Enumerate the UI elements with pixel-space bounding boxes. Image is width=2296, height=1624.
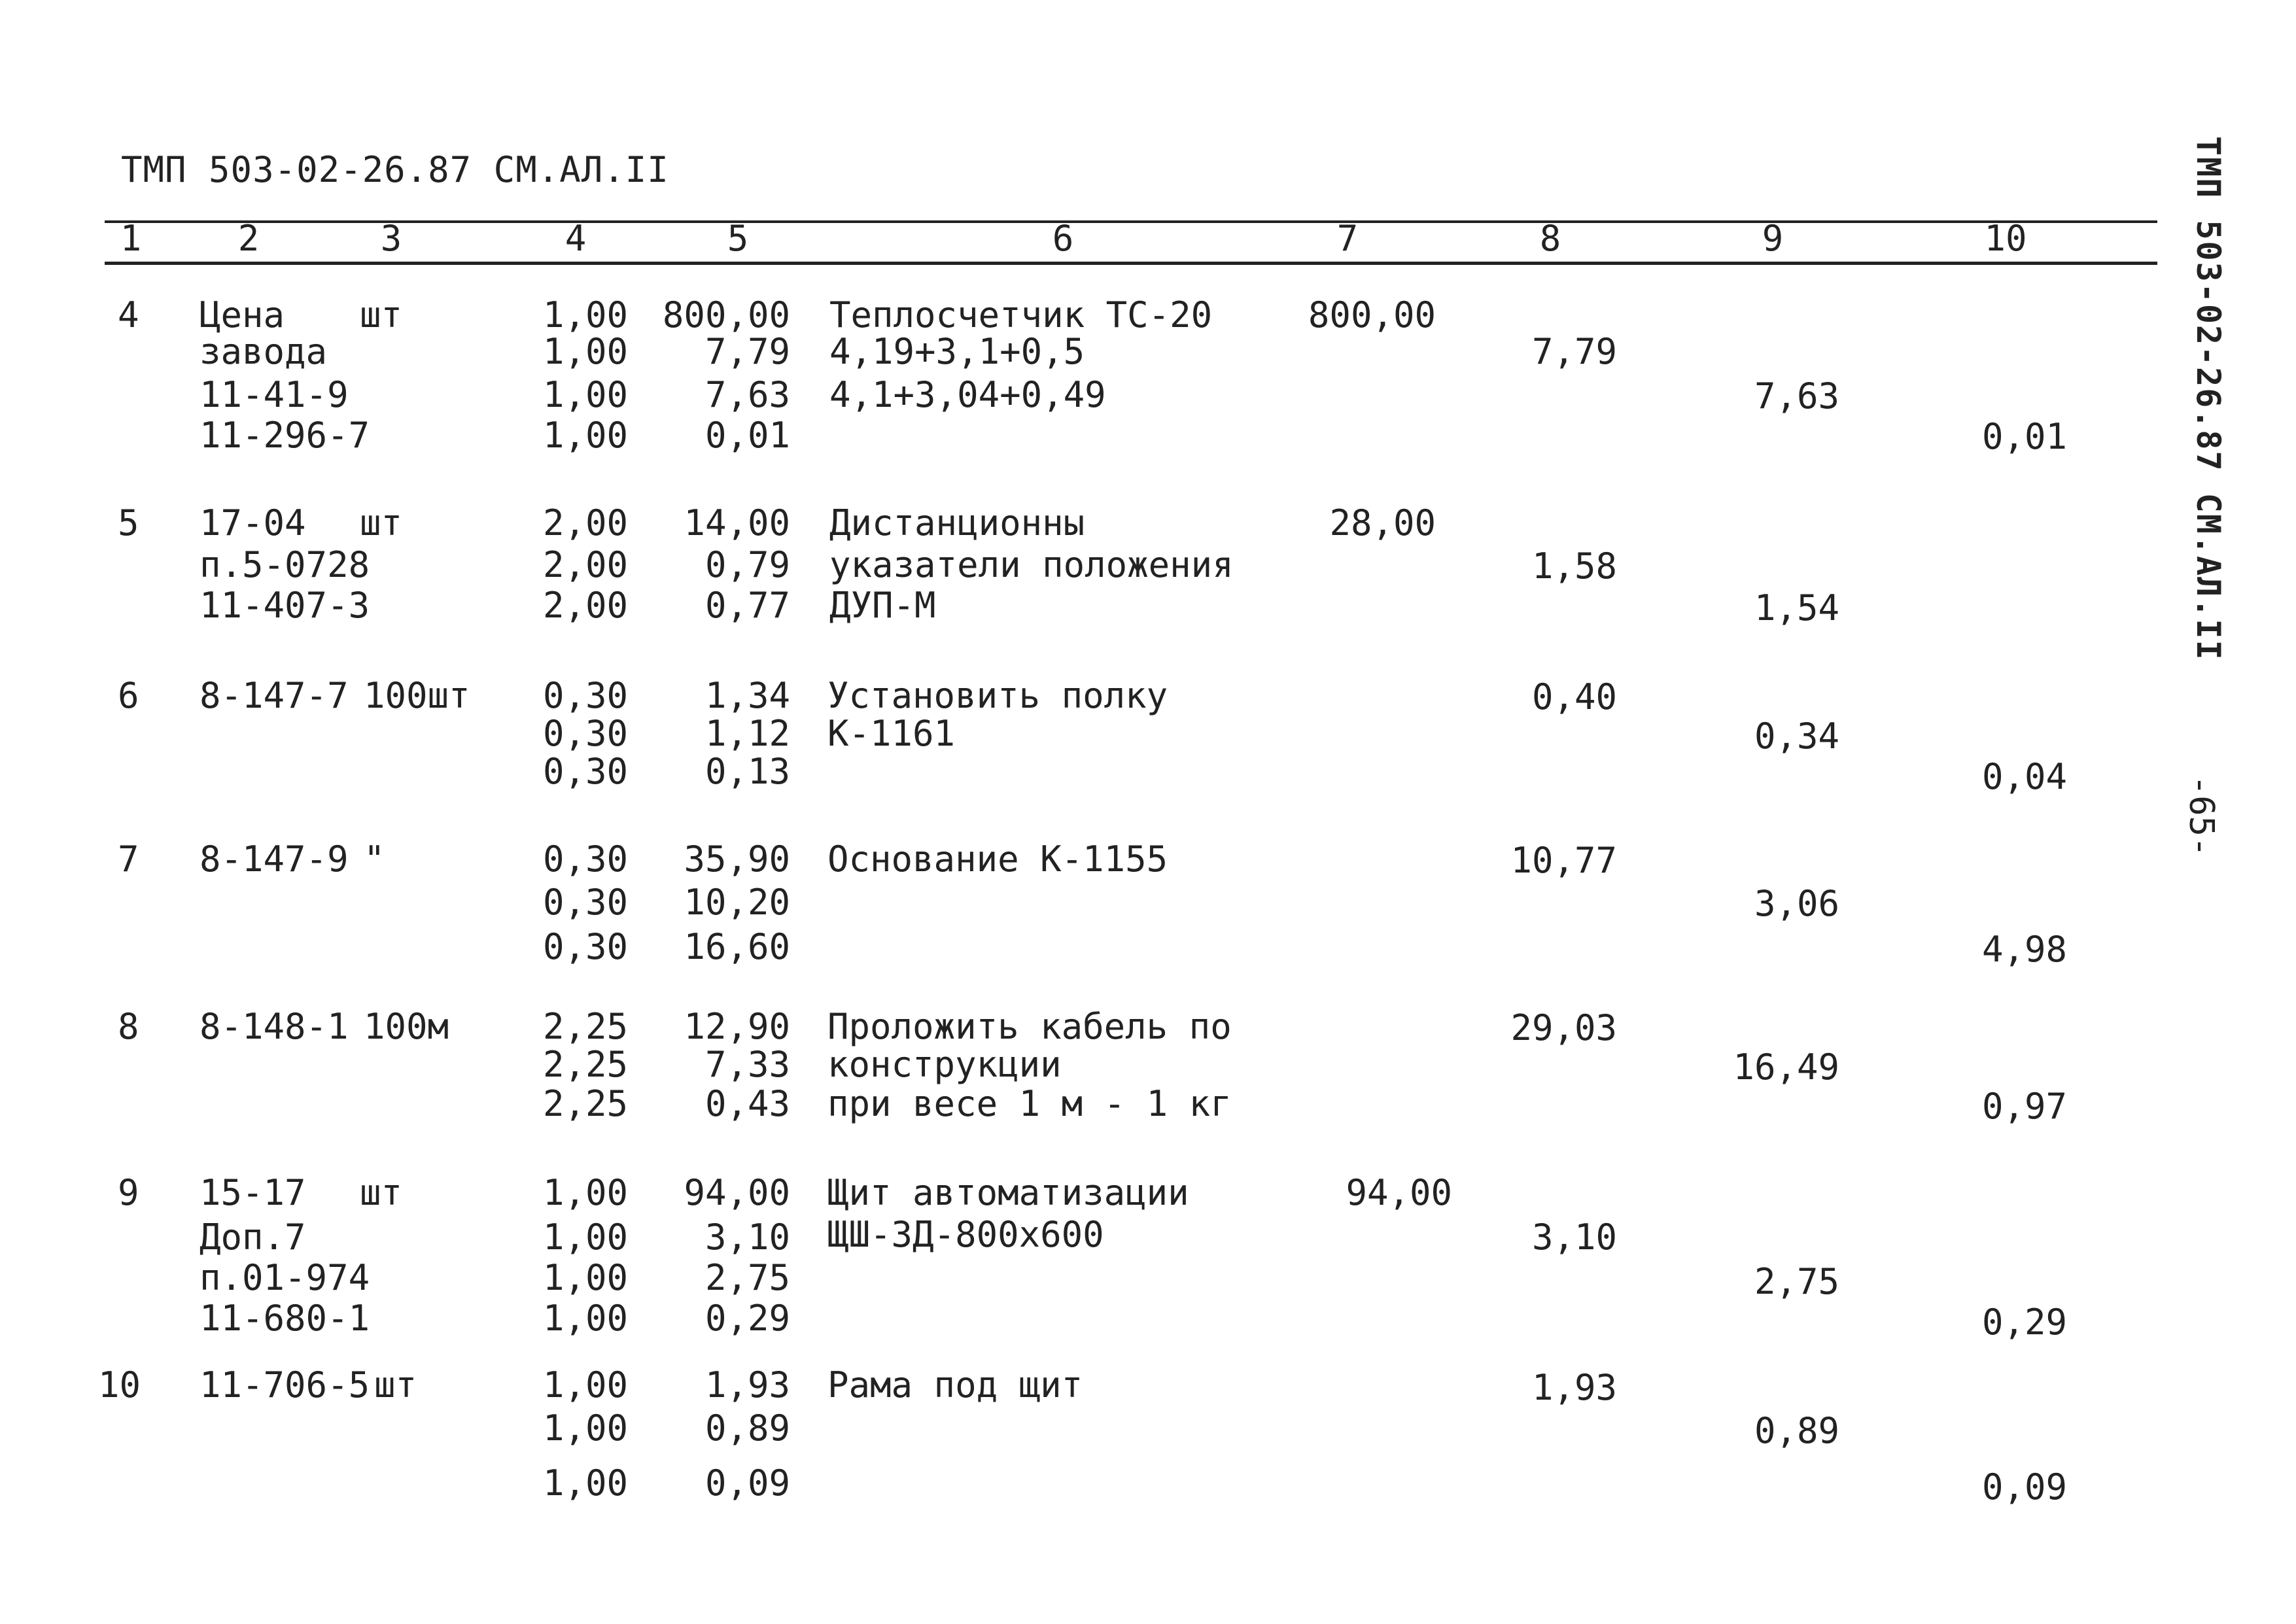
row-description-line: Теплосчетчик ТС-20	[829, 294, 1213, 336]
row-description-line: Установить полку	[827, 675, 1168, 716]
row-description-line: при весе 1 м - 1 кг	[827, 1083, 1232, 1124]
row-quantity: 1,00	[542, 1462, 628, 1504]
row-number: 8	[118, 1006, 139, 1047]
row-description-line: 4,1+3,04+0,49	[829, 374, 1106, 415]
row-col8: 1,58	[1531, 545, 1617, 587]
row-code-line: п.01-974	[200, 1257, 370, 1298]
row-quantity: 0,30	[542, 675, 628, 716]
row-price: 12,90	[684, 1006, 790, 1047]
row-price: 7,33	[704, 1044, 790, 1085]
row-col10: 0,04	[1981, 756, 2067, 797]
row-price: 1,34	[704, 675, 790, 716]
row-col9: 2,75	[1754, 1261, 1839, 1302]
row-code-line: 8-148-1	[200, 1006, 349, 1047]
document-header-title: ТМП 503-02-26.87 СМ.АЛ.II	[121, 149, 669, 190]
row-price: 16,60	[684, 926, 790, 967]
row-code-line: 11-680-1	[200, 1298, 370, 1339]
row-quantity: 1,00	[542, 374, 628, 415]
column-number-6: 6	[1052, 218, 1074, 259]
row-col9: 0,89	[1754, 1410, 1839, 1451]
row-description-line: Основание К-1155	[827, 838, 1168, 880]
row-code-line: завода	[200, 331, 328, 372]
row-price: 7,63	[704, 374, 790, 415]
row-price: 0,89	[704, 1408, 790, 1449]
row-quantity: 2,00	[542, 585, 628, 626]
row-col9: 0,34	[1754, 716, 1839, 757]
side-page-number: -65-	[2182, 775, 2221, 857]
header-rule-top	[105, 220, 2157, 223]
row-price: 14,00	[684, 502, 790, 544]
row-code-line: 11-296-7	[200, 415, 370, 456]
column-number-2: 2	[237, 218, 260, 259]
header-rule-bottom	[105, 262, 2157, 265]
row-code-line: п.5-0728	[200, 544, 370, 585]
row-unit: "	[364, 838, 385, 880]
side-document-title: ТМП 503-02-26.87 СМ.АЛ.II	[2189, 136, 2227, 661]
row-code-line: 15-17	[200, 1172, 306, 1213]
row-price: 0,79	[704, 544, 790, 585]
row-quantity: 1,00	[542, 1257, 628, 1298]
row-code-line: Доп.7	[200, 1217, 306, 1258]
row-col10: 0,97	[1981, 1086, 2067, 1127]
column-number-9: 9	[1762, 218, 1784, 259]
row-number: 7	[118, 838, 139, 880]
row-col7: 800,00	[1308, 294, 1436, 336]
row-price: 2,75	[704, 1257, 790, 1298]
row-description-line: 4,19+3,1+0,5	[829, 331, 1085, 372]
row-price: 0,13	[704, 751, 790, 792]
row-col9: 3,06	[1754, 883, 1839, 924]
row-col8: 29,03	[1510, 1007, 1617, 1048]
row-quantity: 0,30	[542, 882, 628, 923]
row-quantity: 1,00	[542, 1364, 628, 1406]
row-col8: 3,10	[1531, 1217, 1617, 1258]
row-col8: 1,93	[1531, 1367, 1617, 1408]
row-col10: 4,98	[1981, 929, 2067, 970]
row-quantity: 1,00	[542, 294, 628, 336]
row-description-line: К-1161	[827, 713, 956, 754]
row-col8: 7,79	[1531, 331, 1617, 372]
row-price: 1,12	[704, 713, 790, 754]
row-quantity: 1,00	[542, 1217, 628, 1258]
row-quantity: 0,30	[542, 751, 628, 792]
row-code-line: 11-407-3	[200, 585, 370, 626]
row-quantity: 2,00	[542, 502, 628, 544]
row-col8: 0,40	[1531, 676, 1617, 717]
row-number: 6	[118, 675, 139, 716]
row-col9: 16,49	[1733, 1046, 1839, 1088]
row-description-line: Проложить кабель по	[827, 1006, 1232, 1047]
column-number-5: 5	[727, 218, 749, 259]
column-number-1: 1	[120, 218, 142, 259]
row-code-line: 11-41-9	[200, 374, 349, 415]
row-unit: 100м	[364, 1006, 449, 1047]
row-col7: 94,00	[1346, 1172, 1452, 1213]
row-code-line: 17-04	[200, 502, 306, 544]
row-unit: 100шт	[364, 675, 470, 716]
row-number: 5	[118, 502, 139, 544]
row-price: 0,09	[704, 1462, 790, 1504]
row-quantity: 1,00	[542, 1408, 628, 1449]
column-number-4: 4	[565, 218, 587, 259]
row-unit: шт	[360, 1172, 403, 1213]
row-quantity: 2,25	[542, 1006, 628, 1047]
row-description-line: Щит автоматизации	[827, 1172, 1189, 1213]
column-number-7: 7	[1336, 218, 1359, 259]
row-quantity: 0,30	[542, 926, 628, 967]
row-unit: шт	[374, 1364, 417, 1406]
row-description-line: Дистанционны	[829, 502, 1085, 544]
column-number-10: 10	[1984, 218, 2027, 259]
row-price: 0,77	[704, 585, 790, 626]
row-price: 7,79	[704, 331, 790, 372]
row-quantity: 1,00	[542, 1298, 628, 1339]
row-price: 0,29	[704, 1298, 790, 1339]
row-quantity: 0,30	[542, 713, 628, 754]
row-price: 94,00	[684, 1172, 790, 1213]
row-col10: 0,29	[1981, 1302, 2067, 1343]
row-quantity: 1,00	[542, 331, 628, 372]
row-col10: 0,09	[1981, 1466, 2067, 1508]
row-quantity: 2,25	[542, 1044, 628, 1085]
row-code-line: 11-706-5	[200, 1364, 370, 1406]
row-description-line: конструкции	[827, 1044, 1062, 1085]
row-quantity: 0,30	[542, 838, 628, 880]
row-number: 4	[118, 294, 139, 336]
row-price: 1,93	[704, 1364, 790, 1406]
row-col7: 28,00	[1329, 502, 1436, 544]
row-price: 0,01	[704, 415, 790, 456]
column-number-3: 3	[380, 218, 402, 259]
row-description-line: ЩШ-ЗД-800х600	[827, 1214, 1104, 1255]
row-description-line: ДУП-М	[829, 585, 936, 626]
row-price: 35,90	[684, 838, 790, 880]
row-number: 10	[98, 1364, 141, 1406]
row-unit: шт	[360, 502, 403, 544]
row-price: 3,10	[704, 1217, 790, 1258]
row-price: 800,00	[662, 294, 790, 336]
row-col9: 7,63	[1754, 375, 1839, 417]
row-code-line: 8-147-9	[200, 838, 349, 880]
row-description-line: указатели положения	[829, 544, 1234, 585]
row-quantity: 2,25	[542, 1083, 628, 1124]
row-col10: 0,01	[1981, 416, 2067, 457]
row-quantity: 1,00	[542, 1172, 628, 1213]
row-price: 0,43	[704, 1083, 790, 1124]
row-code-line: 8-147-7	[200, 675, 349, 716]
row-col8: 10,77	[1510, 840, 1617, 881]
row-col9: 1,54	[1754, 587, 1839, 629]
row-quantity: 2,00	[542, 544, 628, 585]
row-description-line: Рама под щит	[827, 1364, 1083, 1406]
row-number: 9	[118, 1172, 139, 1213]
row-price: 10,20	[684, 882, 790, 923]
row-quantity: 1,00	[542, 415, 628, 456]
column-number-8: 8	[1539, 218, 1561, 259]
row-code-line: Цена	[200, 294, 285, 336]
row-unit: шт	[360, 294, 403, 336]
